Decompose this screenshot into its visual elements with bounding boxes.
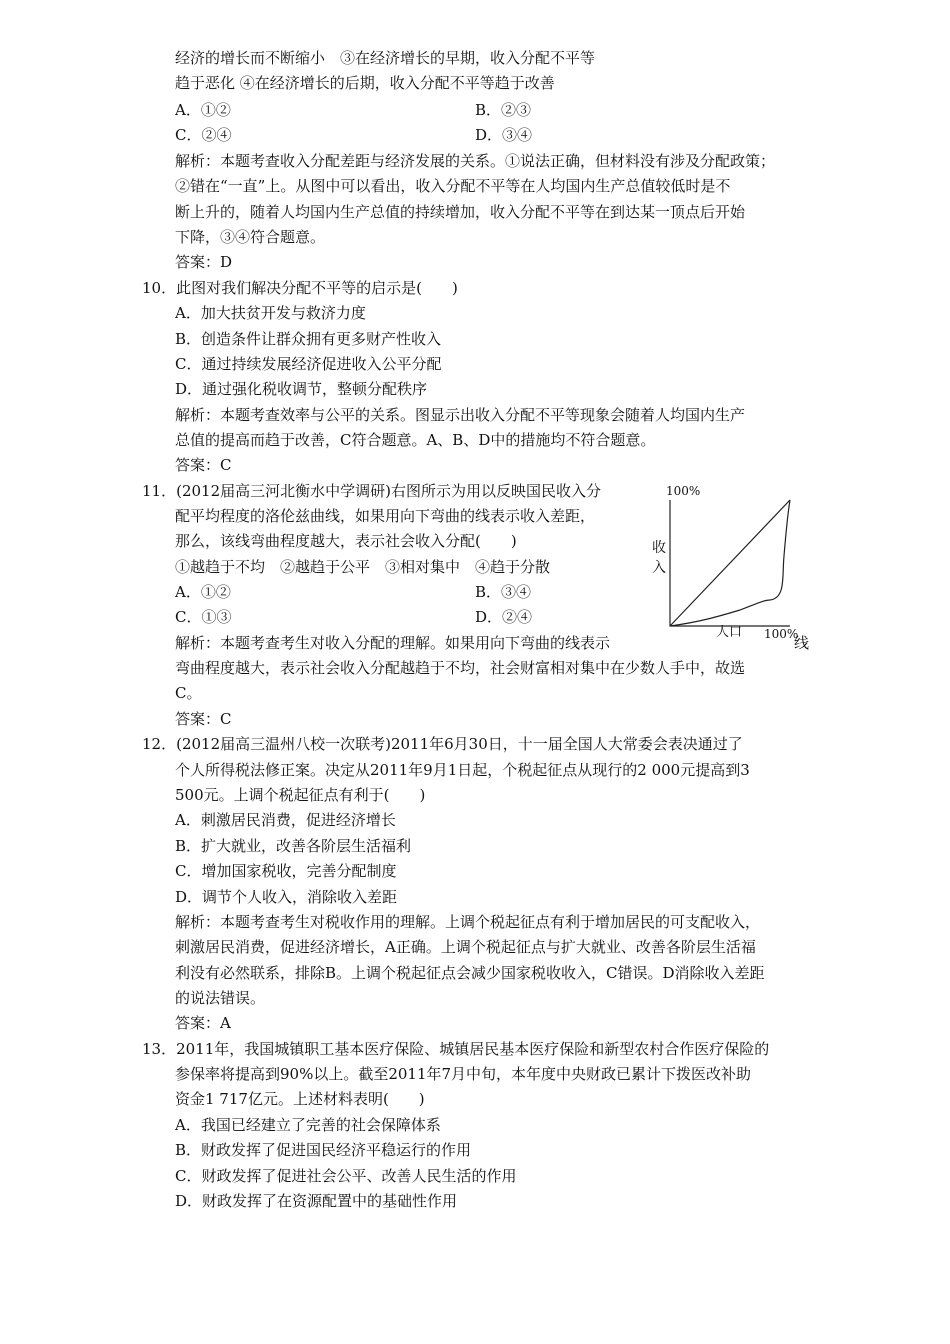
option-a: A．我国已经建立了完善的社会保障体系 (175, 1116, 441, 1134)
figure-top-label: 100% (666, 484, 701, 498)
option-d: D．通过强化税收调节，整顿分配秩序 (175, 380, 428, 398)
option-a: A．加大扶贫开发与救济力度 (175, 304, 366, 322)
question-11: 11．(2012届高三河北衡水中学调研)右图所示为用以反映国民收入分 (142, 482, 601, 500)
option-a: A．①② (175, 101, 231, 119)
lorenz-curve-figure (652, 484, 816, 644)
option-c: C．财政发挥了促进社会公平、改善人民生活的作用 (175, 1167, 517, 1185)
question-13-line: 参保率将提高到90%以上。截至2011年7月中旬，本年度中央财政已累计下拨医改补助 (175, 1065, 752, 1083)
option-c: C．②④ (175, 126, 232, 144)
explanation-line: 解析：本题考查效率与公平的关系。图显示出收入分配不平等现象会随着人均国内生产 (175, 406, 746, 424)
text-line: 趋于恶化 ④在经济增长的后期，收入分配不平等趋于改善 (175, 74, 555, 92)
option-c: C．①③ (175, 608, 232, 626)
question-11-statements: ①越趋于不均 ②越趋于公平 ③相对集中 ④趋于分散 (175, 558, 551, 576)
question-13-line: 资金1 717亿元。上述材料表明( ) (175, 1090, 425, 1108)
option-a: A．刺激居民消费，促进经济增长 (175, 811, 396, 829)
option-d: D．调节个人收入，消除收入差距 (175, 888, 398, 906)
answer-line: 答案：A (175, 1014, 231, 1032)
question-13: 13．2011年，我国城镇职工基本医疗保险、城镇居民基本医疗保险和新型农村合作医疗保险的 (142, 1040, 770, 1058)
answer-line: 答案：D (175, 253, 233, 271)
answer-line: 答案：C (175, 710, 232, 728)
option-c: C．通过持续发展经济促进收入公平分配 (175, 355, 442, 373)
explanation-line: 下降，③④符合题意。 (175, 228, 326, 246)
question-12: 12．(2012届高三温州八校一次联考)2011年6月30日，十一届全国人大常委会表决通过了 (142, 735, 743, 753)
text-line: 经济的增长而不断缩小 ③在经济增长的早期，收入分配不平等 (175, 49, 596, 67)
explanation-line: 的说法错误。 (175, 989, 266, 1007)
question-10: 10．此图对我们解决分配不平等的启示是( ) (142, 279, 458, 297)
option-b: B．财政发挥了促进国民经济平稳运行的作用 (175, 1141, 472, 1159)
equality-line (670, 500, 790, 626)
option-b: B．③④ (475, 583, 532, 601)
explanation-line: 断上升的，随着人均国内生产总值的持续增加，收入分配不平等在到达某一顶点后开始 (175, 203, 746, 221)
option-d: D．③④ (475, 126, 533, 144)
option-c: C．增加国家税收，完善分配制度 (175, 862, 397, 880)
option-d: D．②④ (475, 608, 533, 626)
explanation-line: 刺激居民消费，促进经济增长，A正确。上调个税起征点与扩大就业、改善各阶层生活福 (175, 938, 756, 956)
figure-x-max-label: 100% (764, 627, 799, 641)
explanation-line: C。 (175, 684, 202, 702)
lorenz-curve-chart (660, 486, 816, 644)
question-11-line: 那么，该线弯曲程度越大，表示社会收入分配( ) (175, 532, 517, 550)
explanation-line: 解析：本题考查收入分配差距与经济发展的关系。①说法正确，但材料没有涉及分配政策； (175, 152, 776, 170)
explanation-line: 弯曲程度越大，表示社会收入分配越趋于不均，社会财富相对集中在少数人手中，故选 (175, 659, 746, 677)
option-b: B．②③ (475, 101, 532, 119)
option-d: D．财政发挥了在资源配置中的基础性作用 (175, 1192, 458, 1210)
answer-line: 答案：C (175, 456, 232, 474)
explanation-line: 利没有必然联系，排除B。上调个税起征点会减少国家税收收入，C错误。D消除收入差距 (175, 964, 765, 982)
figure-x-label: 人口 (716, 625, 743, 640)
option-b: B．扩大就业，改善各阶层生活福利 (175, 837, 412, 855)
explanation-line: ②错在“一直”上。从图中可以看出，收入分配不平等在人均国内生产总值较低时是不 (175, 177, 731, 195)
figure-y-label: 收入 (652, 540, 666, 576)
explanation-line: 解析：本题考查考生对税收作用的理解。上调个税起征点有利于增加居民的可支配收入， (175, 913, 761, 931)
explanation-line: 总值的提高而趋于改善，C符合题意。A、B、D中的措施均不符合题意。 (175, 431, 656, 449)
option-a: A．①② (175, 583, 231, 601)
question-12-line: 个人所得税法修正案。决定从2011年9月1日起，个税起征点从现行的2 000元提高到3 (175, 761, 750, 779)
explanation-line: 解析：本题考查考生对收入分配的理解。如果用向下弯曲的线表示 (175, 634, 611, 652)
explanation-line-tail: 线 (794, 634, 810, 652)
question-11-line: 配平均程度的洛伦兹曲线，如果用向下弯曲的线表示收入差距， (175, 507, 596, 525)
option-b: B．创造条件让群众拥有更多财产性收入 (175, 330, 442, 348)
question-12-line: 500元。上调个税起征点有利于( ) (175, 786, 426, 804)
